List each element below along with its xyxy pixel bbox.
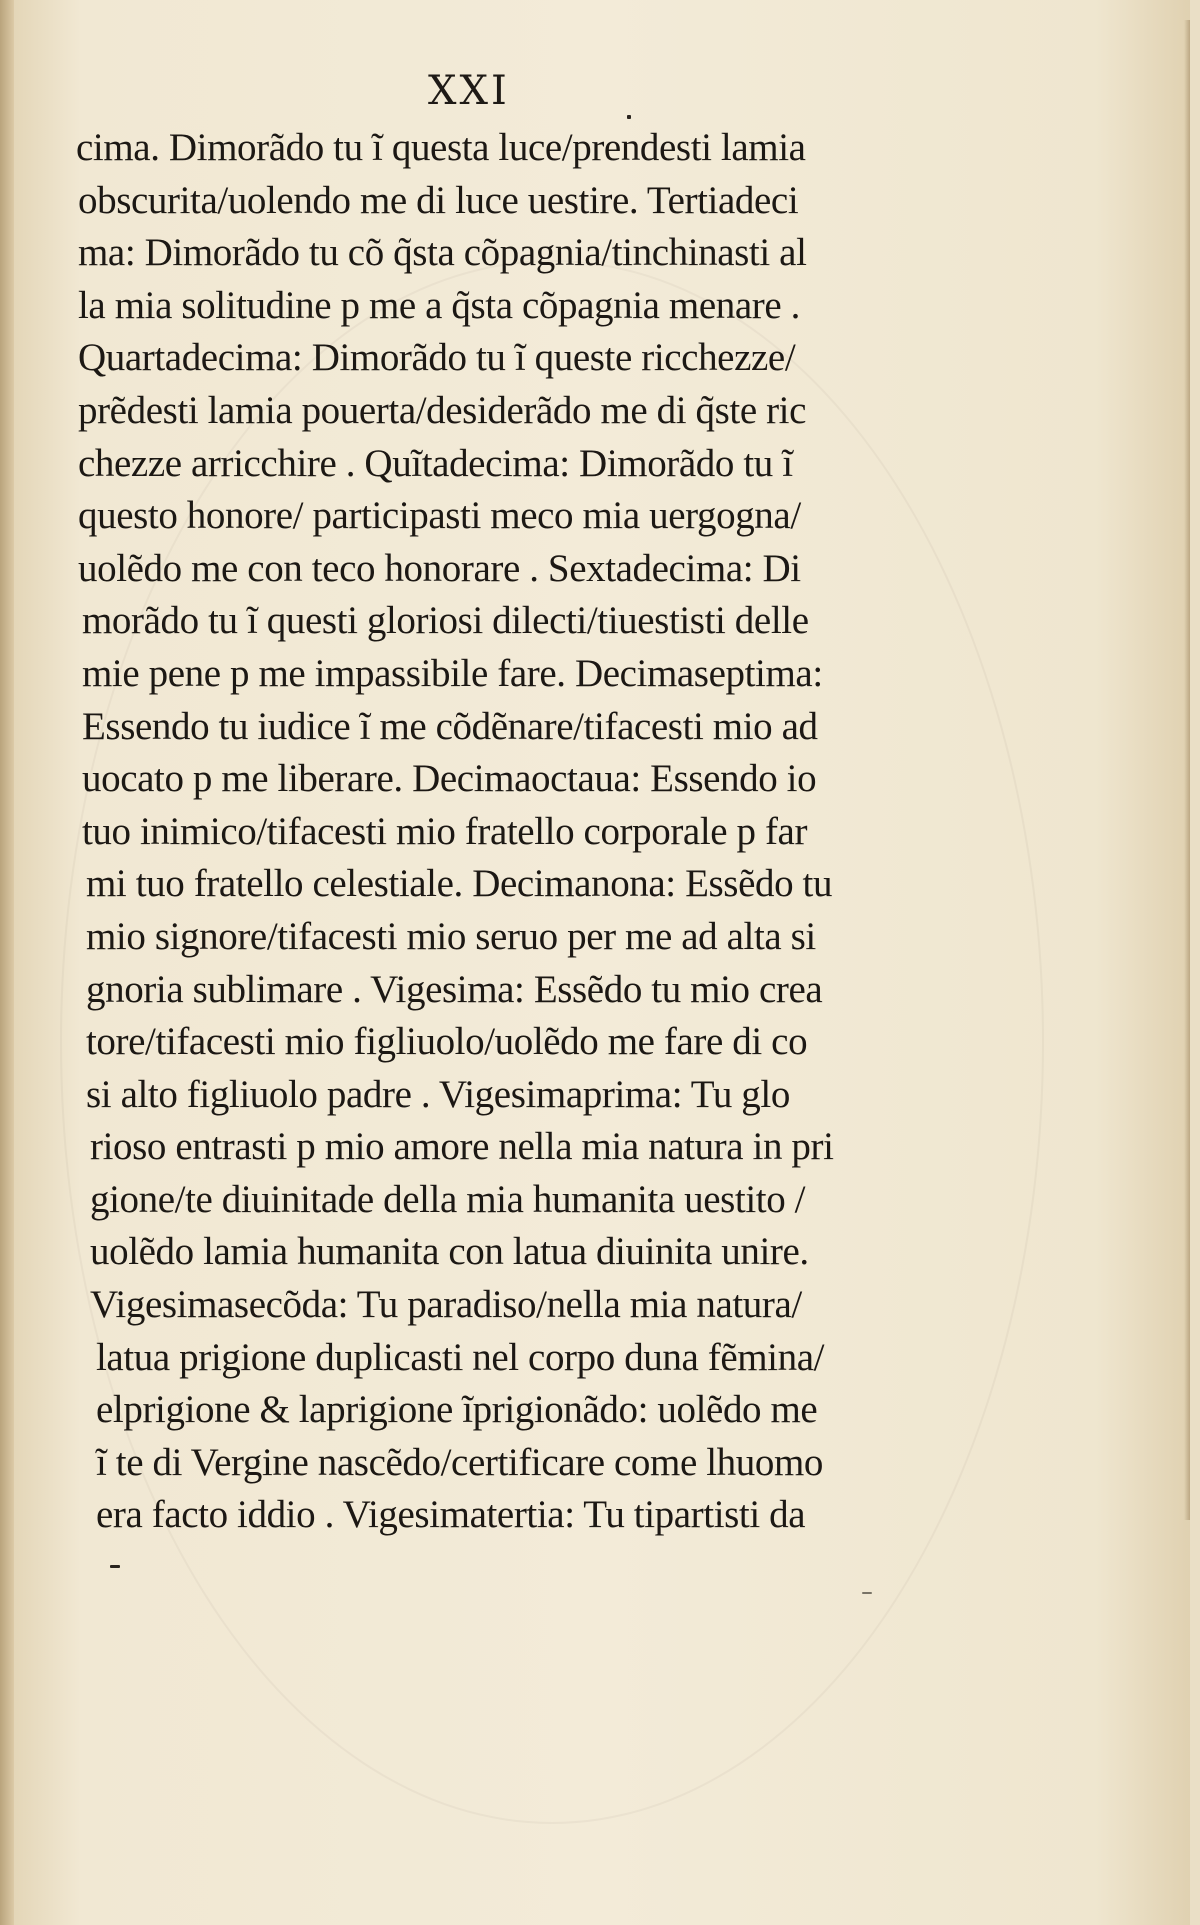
text-line: elprigione & laprigione ĩprigionãdo: uolẽdo me: [96, 1388, 818, 1432]
text-line: rioso entrasti p mio amore nella mia natura in pri: [90, 1125, 834, 1169]
text-line: chezze arricchire . Quĩtadecima: Dimorãdo tu ĩ: [78, 441, 793, 485]
ink-speck: [110, 1565, 120, 1568]
text-line: la mia solitudine p me a q̃sta cõpagnia menare .: [78, 283, 800, 327]
text-line: mi tuo fratello celestiale. Decimanona: Essẽdo tu: [86, 862, 833, 906]
text-line: mie pene p me impassibile fare. Decimaseptima:: [82, 651, 823, 695]
text-line: morãdo tu ĩ questi gloriosi dilecti/tiuestisti delle: [82, 599, 809, 643]
ink-speck: [862, 1592, 872, 1594]
text-line: mio signore/tifacesti mio seruo per me ad alta si: [86, 914, 816, 958]
text-line: gione/te diuinitade della mia humanita uestito /: [90, 1177, 806, 1221]
text-line: Quartadecima: Dimorãdo tu ĩ queste ricchezze/: [78, 336, 796, 380]
book-page: [10, 0, 1190, 1925]
text-line: ma: Dimorãdo tu cõ q̃sta cõpagnia/tinchinasti al: [78, 231, 807, 275]
text-line: uocato p me liberare. Decimaoctaua: Essendo io: [82, 757, 817, 801]
text-line: cima. Dimorãdo tu ĩ questa luce/prendesti lamia: [76, 126, 806, 169]
ink-speck: [627, 115, 631, 119]
text-line: uolẽdo me con teco honorare . Sextadecima: Di: [78, 546, 801, 590]
text-line: si alto figliuolo padre . Vigesimaprima: Tu glo: [86, 1072, 790, 1116]
page-folio-number: XXI: [428, 68, 510, 114]
text-line: Essendo tu iudice ĩ me cõdẽnare/tifacesti mio ad: [82, 704, 818, 748]
text-line: era facto iddio . Vigesimatertia: Tu tipartisti da: [96, 1493, 806, 1537]
text-line: tore/tifacesti mio figliuolo/uolẽdo me fare di co: [86, 1020, 808, 1064]
text-line: ĩ te di Vergine nascẽdo/certificare come lhuomo: [96, 1440, 823, 1484]
text-line: questo honore/ participasti meco mia uergogna/: [78, 494, 801, 538]
text-line: latua prigione duplicasti nel corpo duna fẽmina/: [96, 1335, 825, 1379]
text-line: prẽdesti lamia pouerta/desiderãdo me di q̃ste ric: [78, 388, 807, 432]
text-line: obscurita/uolendo me di luce uestire. Tertiadeci: [78, 178, 799, 222]
text-line: Vigesimasecõda: Tu paradiso/nella mia natura/: [90, 1283, 802, 1327]
text-line: uolẽdo lamia humanita con latua diuinita unire.: [90, 1230, 809, 1274]
text-block: [76, 122, 956, 1542]
text-line: tuo inimico/tifacesti mio fratello corporale p far: [82, 809, 808, 853]
text-line: gnoria sublimare . Vigesima: Essẽdo tu mio crea: [86, 967, 823, 1011]
